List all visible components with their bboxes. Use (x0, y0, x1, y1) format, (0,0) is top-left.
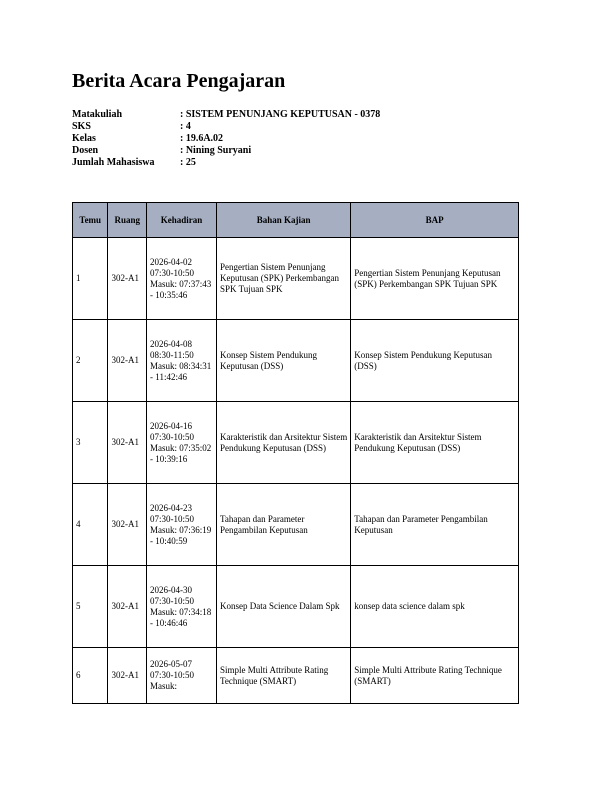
cell-ruang: 302-A1 (108, 320, 147, 402)
cell-kehadiran: 2026-04-23 07:30-10:50 Masuk: 07:36:19 - 10:40:59 (147, 484, 217, 566)
attendance-table (72, 202, 519, 704)
cell-bahan-kajian: Konsep Data Science Dalam Spk (217, 566, 351, 648)
table-row (73, 402, 519, 484)
cell-temu: 3 (73, 402, 108, 484)
info-row-dosen (72, 145, 380, 157)
info-value: : SISTEM PENUNJANG KEPUTUSAN - 0378 (180, 109, 381, 120)
info-label: Jumlah Mahasiswa (72, 157, 155, 168)
cell-bahan-kajian: Tahapan dan Parameter Pengambilan Keputusan (217, 484, 351, 566)
table-header-row (73, 203, 519, 238)
course-info (72, 109, 380, 169)
cell-bap: konsep data science dalam spk (351, 566, 519, 648)
cell-temu: 4 (73, 484, 108, 566)
cell-ruang: 302-A1 (108, 484, 147, 566)
cell-bap: Konsep Sistem Pendukung Keputusan (DSS) (351, 320, 519, 402)
table-row (73, 566, 519, 648)
cell-kehadiran: 2026-05-07 07:30-10:50 Masuk: (147, 648, 217, 704)
info-label: Dosen (72, 145, 99, 156)
cell-temu: 2 (73, 320, 108, 402)
table-row (73, 238, 519, 320)
cell-ruang: 302-A1 (108, 566, 147, 648)
table-row (73, 648, 519, 704)
cell-bahan-kajian: Pengertian Sistem Penunjang Keputusan (SPK) Perkembangan SPK Tujuan SPK (217, 238, 351, 320)
cell-bahan-kajian: Konsep Sistem Pendukung Keputusan (DSS) (217, 320, 351, 402)
cell-bahan-kajian: Karakteristik dan Arsitektur Sistem Pendukung Keputusan (DSS) (217, 402, 351, 484)
cell-ruang: 302-A1 (108, 648, 147, 704)
cell-temu: 6 (73, 648, 108, 704)
info-row-kelas (72, 133, 380, 145)
cell-kehadiran: 2026-04-30 07:30-10:50 Masuk: 07:34:18 - 10:46:46 (147, 566, 217, 648)
info-row-jumlah-mahasiswa (72, 157, 380, 169)
cell-ruang: 302-A1 (108, 402, 147, 484)
info-row-sks (72, 121, 380, 133)
column-header-bahan-kajian: Bahan Kajian (217, 203, 351, 238)
info-value: : 19.6A.02 (180, 133, 224, 144)
info-value: : 4 (180, 121, 191, 132)
cell-kehadiran: 2026-04-02 07:30-10:50 Masuk: 07:37:43 - 10:35:46 (147, 238, 217, 320)
column-header-kehadiran: Kehadiran (147, 203, 217, 238)
info-label: Kelas (72, 133, 96, 144)
info-value: : 25 (180, 157, 196, 168)
info-label: Matakuliah (72, 109, 123, 120)
table-row (73, 484, 519, 566)
info-label: SKS (72, 121, 91, 132)
cell-bap: Tahapan dan Parameter Pengambilan Keputusan (351, 484, 519, 566)
cell-bap: Simple Multi Attribute Rating Technique (SMART) (351, 648, 519, 704)
column-header-ruang: Ruang (108, 203, 147, 238)
table-row (73, 320, 519, 402)
info-value: : Nining Suryani (180, 145, 252, 156)
cell-bahan-kajian: Simple Multi Attribute Rating Technique (SMART) (217, 648, 351, 704)
cell-temu: 5 (73, 566, 108, 648)
page-title: Berita Acara Pengajaran (72, 70, 286, 92)
cell-ruang: 302-A1 (108, 238, 147, 320)
cell-temu: 1 (73, 238, 108, 320)
cell-bap: Pengertian Sistem Penunjang Keputusan (SPK) Perkembangan SPK Tujuan SPK (351, 238, 519, 320)
column-header-bap: BAP (351, 203, 519, 238)
info-row-matakuliah (72, 109, 380, 121)
column-header-temu: Temu (73, 203, 108, 238)
cell-kehadiran: 2026-04-08 08:30-11:50 Masuk: 08:34:31 - 11:42:46 (147, 320, 217, 402)
cell-bap: Karakteristik dan Arsitektur Sistem Pendukung Keputusan (DSS) (351, 402, 519, 484)
cell-kehadiran: 2026-04-16 07:30-10:50 Masuk: 07:35:02 - 10:39:16 (147, 402, 217, 484)
